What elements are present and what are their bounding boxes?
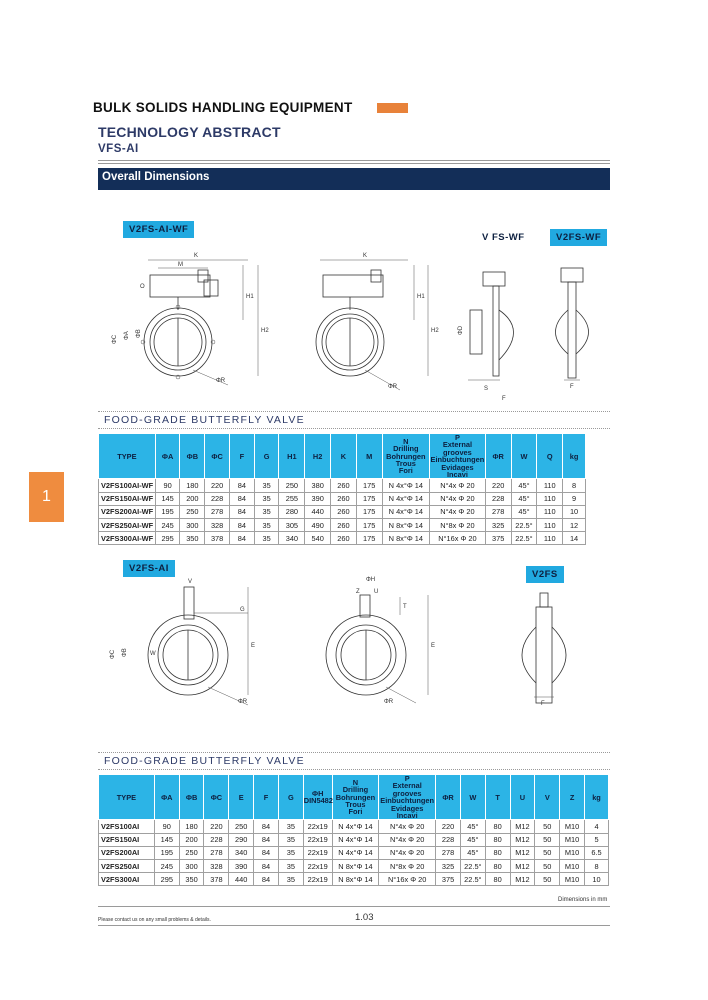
svg-text:ΦC: ΦC [110, 649, 116, 659]
drawing-tag-v2fs-wf: V2FS-WF [550, 229, 607, 246]
table-cell: 228 [205, 492, 230, 505]
column-header: ΦC [204, 775, 229, 820]
table-cell: 440 [305, 505, 331, 518]
table-cell: 84 [254, 820, 279, 833]
table-cell: 325 [436, 860, 461, 873]
brand-title: BULK SOLIDS HANDLING EQUIPMENT [93, 100, 353, 115]
table-cell: 278 [485, 505, 511, 518]
table-cell: V2FS250AI [99, 860, 155, 873]
drawing-tag-v2fs-ai: V2FS-AI [123, 560, 175, 577]
table-row [99, 860, 609, 873]
table-cell: 90 [155, 479, 180, 492]
svg-text:K: K [363, 253, 368, 259]
svg-text:ΦR: ΦR [216, 378, 226, 384]
column-header: H1 [279, 434, 305, 479]
table-cell: 245 [155, 519, 180, 532]
table-cell: 490 [305, 519, 331, 532]
table-cell: V2FS150AI [99, 833, 155, 846]
svg-text:O: O [140, 284, 145, 290]
table-cell: 22x19 [303, 873, 332, 886]
page-number: 1.03 [355, 912, 374, 923]
table-cell: 328 [204, 860, 229, 873]
drawing-tag-v2fs: V2FS [526, 566, 564, 583]
divider [98, 411, 610, 412]
table-cell: M12 [510, 833, 535, 846]
table-cell: N°8x Φ 20 [430, 519, 486, 532]
table-cell: 50 [535, 873, 560, 886]
table-cell: N 4x°Φ 14 [332, 846, 379, 859]
table-cell: N°4x Φ 20 [379, 833, 436, 846]
column-header: H2 [305, 434, 331, 479]
table-cell: 390 [305, 492, 331, 505]
table-cell: 295 [154, 873, 179, 886]
table-cell: 6.5 [585, 846, 609, 859]
table-cell: 228 [485, 492, 511, 505]
svg-text:V: V [188, 579, 193, 585]
valve-drawings-wf [98, 240, 610, 410]
svg-text:Z: Z [356, 589, 360, 595]
table-cell: N°16x Φ 20 [430, 532, 486, 545]
table-cell: N 8x°Φ 14 [382, 532, 429, 545]
svg-text:F: F [502, 396, 506, 402]
svg-text:ΦR: ΦR [388, 384, 398, 390]
table-cell: 35 [278, 820, 303, 833]
table-cell: 90 [154, 820, 179, 833]
svg-text:T: T [403, 604, 407, 610]
table-cell: 245 [154, 860, 179, 873]
table-cell: M12 [510, 820, 535, 833]
table-cell: 84 [229, 492, 254, 505]
table-cell: 5 [585, 833, 609, 846]
table-cell: 22.5° [460, 873, 485, 886]
table-cell: 80 [485, 846, 510, 859]
column-header: P External grooves Einbuchtungen Evidages Incavi [380, 774, 435, 821]
divider [98, 163, 610, 164]
spec-table-wf [98, 433, 586, 545]
column-header: N Drilling Bohrungen Trous Fori [382, 434, 429, 479]
table-cell: V2FS200AI-WF [99, 505, 156, 518]
table-cell: N°4x Φ 20 [430, 505, 486, 518]
column-header: F [229, 434, 254, 479]
document-title: TECHNOLOGY ABSTRACT [98, 124, 281, 140]
table-cell: 540 [305, 532, 331, 545]
divider [98, 925, 610, 926]
table-cell: 35 [254, 532, 279, 545]
table-cell: 45° [511, 505, 537, 518]
table-cell: 390 [229, 860, 254, 873]
table-cell: 10 [563, 505, 586, 518]
table-cell: 220 [485, 479, 511, 492]
table-cell: 14 [563, 532, 586, 545]
table-cell: N°16x Φ 20 [379, 873, 436, 886]
drawing-vfs-wf [458, 272, 514, 402]
divider [98, 428, 610, 429]
table-cell: 12 [563, 519, 586, 532]
table-cell: 195 [154, 846, 179, 859]
table-cell: N 8x°Φ 14 [382, 519, 429, 532]
table-row [99, 492, 586, 505]
table-cell: 380 [305, 479, 331, 492]
column-header: ΦC [205, 434, 230, 479]
svg-text:E: E [251, 643, 256, 649]
svg-text:H2: H2 [261, 328, 269, 334]
svg-text:M: M [178, 262, 183, 268]
drawing-v2fs-wf [556, 268, 589, 390]
table-cell: 250 [229, 820, 254, 833]
table-cell: N 4x°Φ 14 [382, 505, 429, 518]
table-cell: 110 [537, 532, 563, 545]
table-cell: 35 [254, 479, 279, 492]
table-cell: 250 [179, 846, 204, 859]
table-cell: 35 [278, 833, 303, 846]
table-cell: N 8x°Φ 14 [332, 860, 379, 873]
table-cell: 200 [179, 833, 204, 846]
table-cell: 175 [356, 505, 382, 518]
drawing-v2fs-ai [110, 579, 255, 705]
table-cell: M10 [560, 820, 585, 833]
table-cell: 45° [511, 492, 537, 505]
table-cell: 8 [563, 479, 586, 492]
column-header: ΦA [155, 434, 180, 479]
table-cell: 260 [331, 532, 357, 545]
table-cell: 35 [254, 505, 279, 518]
table-cell: V2FS100AI-WF [99, 479, 156, 492]
table-cell: 22.5° [511, 519, 537, 532]
table-cell: 260 [331, 505, 357, 518]
table-cell: N°8x Φ 20 [379, 860, 436, 873]
table-cell: 80 [485, 873, 510, 886]
table-cell: 220 [204, 820, 229, 833]
table-cell: 22x19 [303, 833, 332, 846]
column-header: ΦH DIN5482 [303, 775, 332, 820]
table1-title: FOOD-GRADE BUTTERFLY VALVE [104, 414, 305, 426]
table-cell: V2FS150AI-WF [99, 492, 156, 505]
table-cell: 228 [436, 833, 461, 846]
table-cell: N 4x°Φ 14 [382, 479, 429, 492]
contact-note: Please contact us on any small problems & details. [98, 917, 211, 923]
table-cell: 50 [535, 820, 560, 833]
drawing-v2fs-ai-wf [112, 253, 269, 385]
table-cell: 255 [279, 492, 305, 505]
units-note: Dimensions in mm [558, 897, 608, 903]
table-cell: N°4x Φ 20 [379, 846, 436, 859]
svg-text:H1: H1 [246, 294, 254, 300]
column-header: ΦR [436, 775, 461, 820]
table-cell: 22.5° [460, 860, 485, 873]
table-cell: 4 [585, 820, 609, 833]
table-cell: N°4x Φ 20 [430, 479, 486, 492]
table-cell: 378 [204, 873, 229, 886]
table-cell: 80 [485, 820, 510, 833]
table-cell: 84 [254, 860, 279, 873]
table-cell: M12 [510, 860, 535, 873]
table-cell: 45° [460, 833, 485, 846]
table-cell: 84 [229, 479, 254, 492]
table2-title: FOOD-GRADE BUTTERFLY VALVE [104, 755, 305, 767]
table-cell: N°4x Φ 20 [379, 820, 436, 833]
column-header: ΦA [154, 775, 179, 820]
table-cell: M12 [510, 846, 535, 859]
table-cell: 220 [205, 479, 230, 492]
table-cell: 9 [563, 492, 586, 505]
table-cell: 250 [279, 479, 305, 492]
table-cell: V2FS300AI-WF [99, 532, 156, 545]
svg-text:H2: H2 [431, 328, 439, 334]
svg-text:S: S [484, 386, 489, 392]
drawing-tag-vfs-wf: V FS-WF [482, 232, 525, 243]
table-row [99, 873, 609, 886]
table-cell: N 4x°Φ 14 [332, 820, 379, 833]
column-header: P External grooves Einbuchtungen Evidages Incavi [430, 433, 485, 480]
table-row [99, 532, 586, 545]
table-cell: 220 [436, 820, 461, 833]
table-cell: 280 [279, 505, 305, 518]
table-cell: 50 [535, 846, 560, 859]
table-cell: 35 [278, 873, 303, 886]
svg-text:ΦR: ΦR [238, 699, 248, 705]
table-cell: 84 [229, 532, 254, 545]
table-cell: 175 [356, 492, 382, 505]
table-cell: 260 [331, 492, 357, 505]
valve-drawings-plain [98, 575, 610, 745]
table-cell: 84 [254, 873, 279, 886]
table-cell: 278 [436, 846, 461, 859]
brand-accent-bar [377, 103, 408, 113]
svg-text:E: E [431, 643, 436, 649]
column-header: G [254, 434, 279, 479]
svg-text:ΦC: ΦC [112, 334, 118, 344]
table-cell: 84 [229, 519, 254, 532]
table-cell: 200 [180, 492, 205, 505]
svg-text:K: K [194, 253, 199, 259]
table-cell: 175 [356, 532, 382, 545]
table-cell: 295 [155, 532, 180, 545]
svg-text:U: U [374, 589, 379, 595]
table-cell: 180 [179, 820, 204, 833]
table-cell: N 4x°Φ 14 [382, 492, 429, 505]
svg-text:ΦH: ΦH [366, 577, 376, 583]
drawing-v2fs-side [522, 593, 566, 707]
table-cell: N°4x Φ 20 [430, 492, 486, 505]
table-cell: 278 [204, 846, 229, 859]
table-cell: 260 [331, 519, 357, 532]
column-header: W [511, 434, 537, 479]
table-cell: 180 [180, 479, 205, 492]
drawing-tag-v2fs-ai-wf: V2FS-AI-WF [123, 221, 194, 238]
column-header: K [331, 434, 357, 479]
table-cell: V2FS100AI [99, 820, 155, 833]
column-header: F [254, 775, 279, 820]
table-cell: 325 [485, 519, 511, 532]
section-title: Overall Dimensions [102, 171, 210, 183]
table-cell: 22.5° [511, 532, 537, 545]
table-cell: 110 [537, 479, 563, 492]
table-cell: 195 [155, 505, 180, 518]
table-header-row [99, 775, 609, 820]
table-cell: 300 [180, 519, 205, 532]
svg-text:ΦR: ΦR [384, 699, 394, 705]
table-cell: 340 [229, 846, 254, 859]
section-bar [98, 168, 610, 190]
column-header: ΦB [180, 434, 205, 479]
table-cell: N 4x°Φ 14 [332, 833, 379, 846]
table-cell: 84 [254, 833, 279, 846]
column-header: G [278, 775, 303, 820]
column-header: ΦB [179, 775, 204, 820]
column-header: W [460, 775, 485, 820]
table-cell: 300 [179, 860, 204, 873]
svg-text:H1: H1 [417, 294, 425, 300]
column-header: Z [560, 775, 585, 820]
table-header-row [99, 434, 586, 479]
drawing-v2fs-ai-wf-variant [316, 253, 439, 390]
svg-text:F: F [541, 701, 545, 707]
table-cell: 175 [356, 479, 382, 492]
table-cell: M10 [560, 833, 585, 846]
table-cell: M12 [510, 873, 535, 886]
table-cell: 250 [180, 505, 205, 518]
column-header: E [229, 775, 254, 820]
side-tab: 1 [29, 472, 64, 522]
table-cell: 110 [537, 505, 563, 518]
table-cell: 260 [331, 479, 357, 492]
spec-table-plain [98, 774, 609, 886]
table-cell: 22x19 [303, 820, 332, 833]
table-cell: 145 [154, 833, 179, 846]
column-header: T [485, 775, 510, 820]
svg-text:ΦD: ΦD [458, 325, 464, 335]
column-header: N Drilling Bohrungen Trous Fori [332, 775, 379, 820]
table-cell: 35 [254, 519, 279, 532]
table-cell: N 8x°Φ 14 [332, 873, 379, 886]
svg-text:W: W [150, 651, 156, 657]
table-cell: 50 [535, 833, 560, 846]
column-header: ΦR [485, 434, 511, 479]
table-row [99, 820, 609, 833]
divider [98, 769, 610, 770]
table-cell: 350 [180, 532, 205, 545]
table-cell: 350 [179, 873, 204, 886]
column-header: M [356, 434, 382, 479]
table-cell: 110 [537, 519, 563, 532]
table-cell: M10 [560, 873, 585, 886]
table-row [99, 846, 609, 859]
table-cell: 375 [436, 873, 461, 886]
table-cell: 10 [585, 873, 609, 886]
table-cell: 328 [205, 519, 230, 532]
table-cell: V2FS200AI [99, 846, 155, 859]
divider [98, 752, 610, 753]
table-cell: 145 [155, 492, 180, 505]
svg-text:ΦB: ΦB [136, 329, 142, 338]
table-cell: 290 [229, 833, 254, 846]
column-header: TYPE [99, 775, 155, 820]
table-cell: 8 [585, 860, 609, 873]
table-row [99, 519, 586, 532]
table-cell: 50 [535, 860, 560, 873]
table-cell: 35 [254, 492, 279, 505]
table-cell: V2FS250AI-WF [99, 519, 156, 532]
table-cell: 84 [254, 846, 279, 859]
table-cell: 375 [485, 532, 511, 545]
column-header: V [535, 775, 560, 820]
table-cell: 45° [511, 479, 537, 492]
svg-text:G: G [240, 607, 245, 613]
table-cell: 80 [485, 860, 510, 873]
table-row [99, 505, 586, 518]
table-cell: 305 [279, 519, 305, 532]
column-header: U [510, 775, 535, 820]
table-cell: M10 [560, 860, 585, 873]
table-cell: M10 [560, 846, 585, 859]
drawing-v2fs-ai-variant [326, 577, 435, 705]
table-cell: 35 [278, 846, 303, 859]
table-cell: 440 [229, 873, 254, 886]
table-cell: 378 [205, 532, 230, 545]
table-cell: 22x19 [303, 860, 332, 873]
divider [98, 906, 610, 907]
table-cell: 45° [460, 820, 485, 833]
table-cell: 80 [485, 833, 510, 846]
svg-text:F: F [570, 384, 574, 390]
table-cell: 22x19 [303, 846, 332, 859]
table-row [99, 833, 609, 846]
column-header: kg [563, 434, 586, 479]
table-cell: 175 [356, 519, 382, 532]
table-cell: 340 [279, 532, 305, 545]
column-header: TYPE [99, 434, 156, 479]
table-cell: 228 [204, 833, 229, 846]
table-cell: V2FS300AI [99, 873, 155, 886]
table-cell: 35 [278, 860, 303, 873]
column-header: kg [585, 775, 609, 820]
table-cell: 84 [229, 505, 254, 518]
column-header: Q [537, 434, 563, 479]
svg-text:ΦB: ΦB [122, 648, 128, 657]
table-cell: 278 [205, 505, 230, 518]
table-cell: 110 [537, 492, 563, 505]
table-row [99, 479, 586, 492]
svg-text:ΦA: ΦA [124, 331, 130, 340]
divider [98, 160, 610, 161]
model-code: VFS-AI [98, 143, 139, 155]
table-cell: 45° [460, 846, 485, 859]
